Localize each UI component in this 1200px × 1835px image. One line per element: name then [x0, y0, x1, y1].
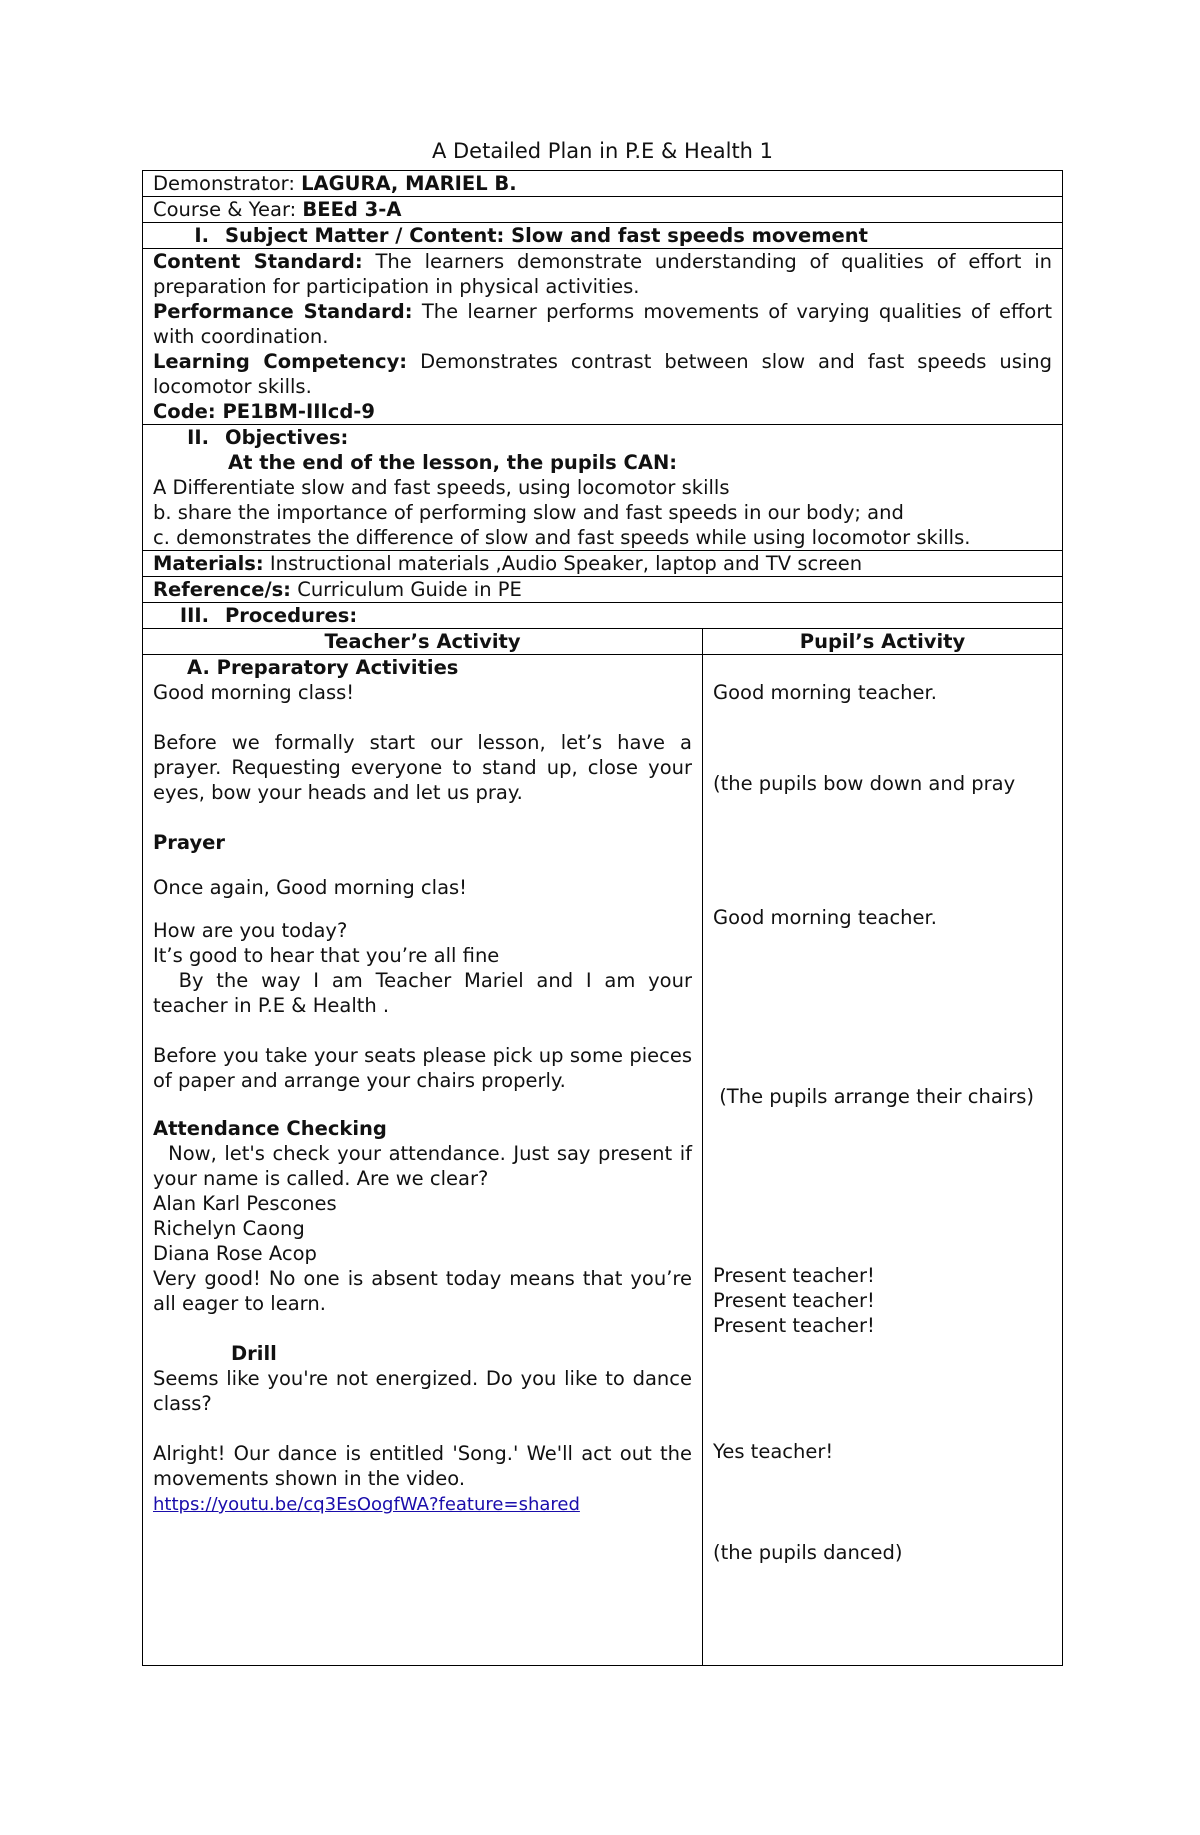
- attendance-heading: Attendance Checking: [153, 1117, 387, 1140]
- pupil-activity-column: [703, 655, 1062, 1665]
- objectives-numeral: II.: [187, 426, 209, 449]
- dance-intro: Alright! Our dance is entitled 'Song.' We'll act out the movements shown in the video.: [153, 1442, 692, 1490]
- demonstrator-row: [143, 171, 1062, 197]
- pupil-greeting-again: Good morning teacher.: [713, 906, 937, 929]
- course-value: BEEd 3-A: [302, 198, 402, 221]
- references-row: [143, 577, 1062, 603]
- objective-item: A Differentiate slow and fast speeds, using locomotor skills: [153, 476, 730, 499]
- demonstrator-label: Demonstrator:: [153, 172, 295, 195]
- drill-question: Seems like you're not energized. Do you like to dance class?: [153, 1367, 692, 1415]
- attendance-name: Diana Rose Acop: [153, 1242, 317, 1265]
- objectives-row: [143, 425, 1062, 551]
- attendance-intro: Now, let's check your attendance. Just say present if your name is called. Are we clear?: [153, 1142, 699, 1190]
- objectives-heading: Objectives:: [225, 426, 349, 449]
- procedures-row: [143, 603, 1062, 629]
- content-standard-label: Content Standard:: [153, 250, 363, 273]
- standards-row: [143, 249, 1062, 425]
- pupil-present: Present teacher!: [713, 1264, 875, 1287]
- objective-item: b. share the importance of performing slow and fast speeds in our body; and: [153, 501, 904, 524]
- teacher-activity-column: [143, 655, 703, 1665]
- performance-standard-text: The learner performs movements of varying qualities of effort with coordination.: [153, 300, 1053, 348]
- section-a-heading: A. Preparatory Activities: [187, 656, 459, 679]
- lesson-plan-table: [142, 170, 1063, 1666]
- pupil-present: Present teacher!: [713, 1314, 875, 1337]
- teacher-introduce: By the way I am Teacher Mariel and I am your teacher in P.E & Health .: [153, 969, 699, 1017]
- drill-heading: Drill: [231, 1342, 277, 1365]
- pupil-arrange: (The pupils arrange their chairs): [713, 1085, 1034, 1108]
- learning-competency: [153, 349, 1052, 399]
- performance-standard: [153, 299, 1052, 349]
- pupil-pray: (the pupils bow down and pray: [713, 772, 1016, 795]
- activity-body: [143, 655, 1062, 1666]
- demonstrator-value: LAGURA, MARIEL B.: [301, 172, 517, 195]
- procedures-heading: Procedures:: [225, 604, 358, 627]
- teacher-greet-again: Once again, Good morning clas!: [153, 876, 467, 899]
- teacher-prayer-request: Before we formally start our lesson, let’s have a prayer. Requesting everyone to stand up, close your eyes, bow your heads and let us pray.: [153, 731, 692, 804]
- prayer-heading: Prayer: [153, 831, 226, 854]
- attendance-name: Richelyn Caong: [153, 1217, 305, 1240]
- pupil-present: Present teacher!: [713, 1289, 875, 1312]
- references-text: Curriculum Guide in PE: [297, 578, 522, 601]
- course-row: [143, 197, 1062, 223]
- learning-competency-label: Learning Competency:: [153, 350, 408, 373]
- content-standard-text: The learners demonstrate understanding of qualities of effort in preparation for participation in physical activities.: [153, 250, 1053, 298]
- references-label: Reference/s:: [153, 578, 291, 601]
- teacher-good-to-hear: It’s good to hear that you’re all fine: [153, 944, 500, 967]
- pupil-greeting: Good morning teacher.: [713, 681, 937, 704]
- materials-label: Materials:: [153, 552, 264, 575]
- teacher-how-are-you: How are you today?: [153, 919, 348, 942]
- subject-numeral: I.: [194, 224, 209, 247]
- objective-item: c. demonstrates the difference of slow and fast speeds while using locomotor skills.: [153, 526, 971, 549]
- teacher-very-good: Very good! No one is absent today means that you’re all eager to learn.: [153, 1267, 692, 1315]
- pupil-yes: Yes teacher!: [713, 1440, 834, 1463]
- teacher-activity-header: Teacher’s Activity: [143, 629, 703, 654]
- pupil-activity-header: Pupil’s Activity: [799, 630, 966, 653]
- subject-matter-row: [143, 223, 1062, 249]
- learning-competency-text: Demonstrates contrast between slow and fast speeds using locomotor skills.: [153, 350, 1053, 398]
- pupil-danced: (the pupils danced): [713, 1541, 903, 1564]
- subject-matter-text: Subject Matter / Content: Slow and fast speeds movement: [225, 224, 868, 247]
- activity-header-row: [143, 629, 1062, 655]
- attendance-name: Alan Karl Pescones: [153, 1192, 337, 1215]
- course-label: Course & Year:: [153, 198, 297, 221]
- materials-text: Instructional materials ,Audio Speaker, laptop and TV screen: [269, 552, 863, 575]
- content-standard: [153, 249, 1052, 299]
- competency-code: Code: PE1BM-IIIcd-9: [153, 400, 375, 423]
- page-title: A Detailed Plan in P.E & Health 1: [431, 139, 774, 163]
- objectives-lead: At the end of the lesson, the pupils CAN:: [228, 451, 678, 474]
- procedures-numeral: III.: [179, 604, 209, 627]
- teacher-greeting: Good morning class!: [153, 681, 355, 704]
- performance-standard-label: Performance Standard:: [153, 300, 413, 323]
- materials-row: [143, 551, 1062, 577]
- video-link[interactable]: https://youtu.be/cq3EsOogfWA?feature=shared: [153, 1494, 580, 1515]
- teacher-seats: Before you take your seats please pick up some pieces of paper and arrange your chairs properly.: [153, 1044, 692, 1092]
